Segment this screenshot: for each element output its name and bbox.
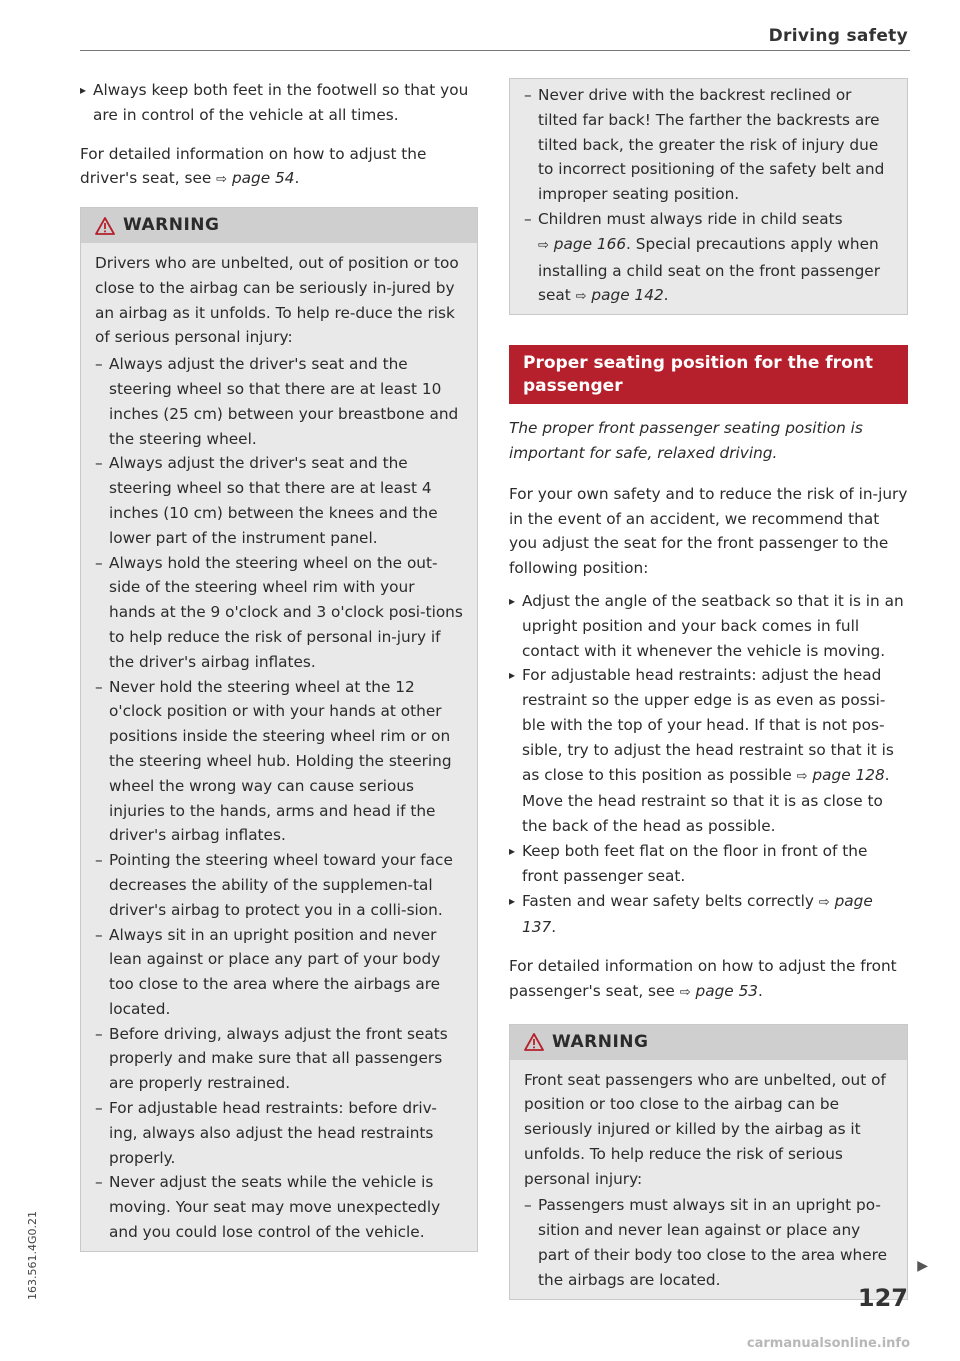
warning-body xyxy=(81,243,477,1251)
page-ref-link[interactable] xyxy=(538,235,626,253)
left-column xyxy=(80,78,478,1252)
header-rule xyxy=(80,50,910,51)
section-heading: Proper seating position for the front passenger xyxy=(509,345,908,404)
page-ref-text: page 137 xyxy=(522,891,873,937)
item-text: Children must always ride in child seats xyxy=(538,209,843,228)
warning-body xyxy=(510,1060,907,1299)
warning-title: WARNING xyxy=(552,1031,649,1052)
right-column xyxy=(509,78,908,1300)
section-intro: The proper front passenger seating position is important for safe, relaxed driving. xyxy=(509,419,863,462)
warning-item: – Never adjust the seats while the vehicle is moving. Your seat may move unexpectedly and you could lose control of the vehicle. xyxy=(95,1170,463,1244)
ref-arrow-icon: ⇨ xyxy=(818,894,830,910)
page-ref-link[interactable] xyxy=(797,766,885,784)
page-ref-text: page 54 xyxy=(231,169,295,188)
detail-end: . xyxy=(758,981,763,1000)
bullet-text: . Move the head restraint so that it is as close to the back of the head as possible. xyxy=(522,765,890,836)
instruction-bullet: ▸ Adjust the angle of the seatback so that it is in an upright position and your back comes in full contact with it whenever the vehicle is moving. xyxy=(509,589,908,663)
detail-text: For detailed information on how to adjust the front passenger's seat, see xyxy=(509,957,897,1000)
ref-arrow-icon: ⇨ xyxy=(538,237,549,253)
right-detail-paragraph xyxy=(509,954,908,1006)
section-paragraph: For your own safety and to reduce the risk of in-jury in the event of an accident, we recommend that you adjust the seat for the front passenger to the following position: xyxy=(509,484,908,578)
bullet-text: Fasten and wear safety belts correctly xyxy=(522,891,819,910)
warning-item: – For adjustable head restraints: before driv-ing, always also adjust the head restraints properly. xyxy=(95,1096,463,1170)
ref-arrow-icon: ⇨ xyxy=(216,172,228,188)
warning-header xyxy=(81,208,477,243)
warning-box-right xyxy=(509,1024,908,1300)
left-detail-paragraph xyxy=(80,142,478,194)
page-ref-link[interactable] xyxy=(216,169,294,187)
document-code: 163.561.4G0.21 xyxy=(26,1211,39,1300)
continue-arrow-icon: ▶ xyxy=(917,1258,928,1274)
warning-intro: Front seat passengers who are unbelted, out of position or too close to the airbag can be seriously injured or killed by the airbag as it unfolds. To help reduce the risk of serious personal injury: xyxy=(524,1070,886,1188)
warning-box-left xyxy=(80,207,478,1252)
warning-title: WARNING xyxy=(123,215,220,236)
running-header: Driving safety xyxy=(768,26,908,46)
bullet-end: . xyxy=(551,918,557,937)
detail-end: . xyxy=(294,169,300,188)
warning-header xyxy=(510,1025,907,1060)
detail-text: For detailed information on how to adjust the driver's seat, see xyxy=(80,144,427,188)
warning-intro: Drivers who are unbelted, out of position or too close to the airbag can be seriously in-jured by an airbag as it unfolds. To help re-duce the risk of serious personal injury: xyxy=(95,253,459,347)
page-ref-text: page 166 xyxy=(553,234,627,253)
page-ref-link[interactable] xyxy=(680,982,758,1000)
warning-item: – Always adjust the driver's seat and the steering wheel so that there are at least 4 inches (10 cm) between the knees and the lower part of the instrument panel. xyxy=(95,451,463,550)
warning-triangle-icon xyxy=(95,217,115,235)
warning-triangle-icon xyxy=(524,1033,544,1051)
page-ref-link[interactable] xyxy=(576,286,664,304)
instruction-bullet xyxy=(509,663,908,839)
bullet-text: For adjustable head restraints: adjust the head restraint so the upper edge is as even as possi-ble with the top of your head. If that is not pos-sible, try to adjust the head restraint so that it is as close to this position as possible xyxy=(522,666,894,784)
ref-arrow-icon: ⇨ xyxy=(679,984,691,1000)
warning-item: – Always adjust the driver's seat and the steering wheel so that there are at least 10 inches (25 cm) between your breastbone and the steering wheel. xyxy=(95,352,463,451)
warning-item: – Never hold the steering wheel at the 12 o'clock position or with your hands at other positions inside the steering wheel rim or on the steering wheel hub. Holding the steering wheel the wrong way can cause serious injuries to the hands, arms and head if the driver's airbag inflates. xyxy=(95,675,463,849)
page-ref-text: page 142 xyxy=(591,286,664,305)
instruction-bullet xyxy=(509,889,908,941)
warning-item: – Before driving, always adjust the front seats properly and make sure that all passengers are properly restrained. xyxy=(95,1022,463,1096)
page-ref-text: page 128 xyxy=(812,765,885,784)
ref-arrow-icon: ⇨ xyxy=(575,289,587,305)
warning-item: – Always hold the steering wheel on the out-side of the steering wheel rim with your hands at the 9 o'clock and 3 o'clock posi-tions to help reduce the risk of personal in-jury if the driver's airbag inflates. xyxy=(95,551,463,675)
item-end: . xyxy=(663,286,669,305)
warning-continuation xyxy=(509,78,908,315)
warning-item: – Passengers must always sit in an upright po-sition and never lean against or place any part of their body too close to the area where the airbags are located. xyxy=(524,1193,893,1292)
instruction-bullet: ▸ Keep both feet flat on the floor in front of the front passenger seat. xyxy=(509,839,908,889)
item-text: . Special precautions apply when installing a child seat on the front passenger seat xyxy=(538,234,881,305)
warning-item: – Always sit in an upright position and never lean against or place any part of your body too close to the area where the airbags are located. xyxy=(95,923,463,1022)
warning-item: – Never drive with the backrest reclined or tilted far back! The farther the backrests are tilted back, the greater the risk of injury due to incorrect positioning of the safety belt and improper seating position. xyxy=(524,83,893,207)
ref-arrow-icon: ⇨ xyxy=(796,768,808,784)
page-ref-text: page 53 xyxy=(695,981,759,1000)
page-number: 127 xyxy=(857,1284,908,1312)
left-bullet: ▸ Always keep both feet in the footwell so that you are in control of the vehicle at all times. xyxy=(80,78,478,128)
warning-item: – Pointing the steering wheel toward your face decreases the ability of the supplemen-tal driver's airbag to protect you in a colli-sion. xyxy=(95,848,463,922)
warning-item xyxy=(524,207,893,310)
watermark: carmanualsonline.info xyxy=(746,1336,910,1351)
